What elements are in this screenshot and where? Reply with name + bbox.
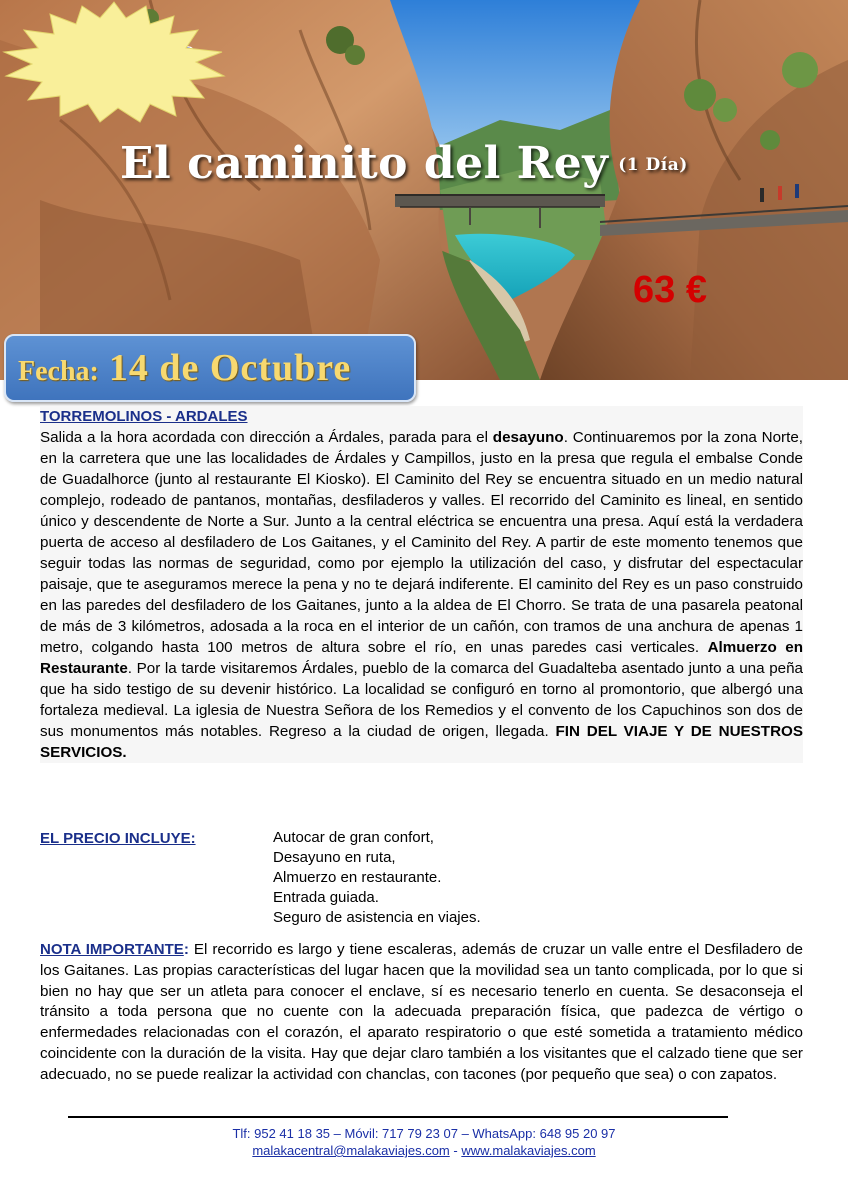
date-label <box>18 346 351 390</box>
note-text: El recorrido es largo y tiene escaleras, además de cruzar un valle entre el Desfiladero de los Gaitanes. Las propias características del lugar hacen que la movilidad sea un tanto complicada, por lo que si bien no hay que ser un atleta para conocer el enclave, sí es necesario tenerlo en cuenta. Se desaconseja el tránsito a toda persona que no cuente con la adecuada preparación física, que padezca de vértigo o enfermedades relacionadas con el corazón, el aparato respiratorio o que esté sometida a tratamiento médico coincidente con la duración de la visita. Hay que dejar claro también a los visitantes que el calzado tiene que ser adecuado, no se puede realizar la actividad con chanclas, con tacones (por pequeño que sea) o con zapatos. <box>40 941 803 1083</box>
list-item: Almuerzo en restaurante. <box>273 869 442 886</box>
footer-separator: - <box>449 1143 462 1158</box>
footer-links <box>0 1142 848 1159</box>
itinerary-section <box>40 406 803 763</box>
trip-duration: (1 Día) <box>618 155 688 175</box>
footer-phones: Tlf: 952 41 18 35 – Móvil: 717 79 23 07 – WhatsApp: 648 95 20 97 <box>232 1126 616 1141</box>
list-item: Desayuno en ruta, <box>273 849 396 866</box>
date-label-prefix: Fecha: <box>18 356 99 387</box>
trip-title <box>120 138 688 189</box>
price-label: 63 € <box>633 269 707 311</box>
email-link[interactable]: malakacentral@malakaviajes.com <box>252 1143 450 1158</box>
price-burst-icon <box>0 0 228 124</box>
note-heading: NOTA IMPORTANTE <box>40 941 184 958</box>
itinerary-text-part: Salida a la hora acordada con dirección a Árdales, parada para el <box>40 429 493 446</box>
footer-divider <box>68 1116 728 1118</box>
breakfast-highlight: desayuno <box>492 429 564 446</box>
end-of-trip-highlight: FIN DEL VIAJE Y DE NUESTROS SERVICIOS. <box>40 723 803 761</box>
itinerary-text-part: . Continuaremos por la zona Norte, en la carretera que une las localidades de Árdales y Campillos, justo en la presa que regula el embalse Conde de Guadalhorce (junto al restaurante El Kiosko). El Caminito del Rey se encuentra situado en un medio natural complejo, rodeado de pantanos, montañas, desfiladeros y valles. El recorrido del Caminito es lineal, en sentido único y descendente de Norte a Sur. Junto a la central eléctrica se encuentra una presa. Aquí está la verdadera puerta de acceso al desfiladero de Los Gaitanes, y el Caminito del Rey. A partir de este momento tenemos que seguir todas las normas de seguridad, como por ejemplo la utilización del caso, y disfrutar del espectacular paisaje, que te aseguramos merece la pena y no te dejará indiferente. El caminito del Rey es un paso construido en las paredes del desfiladero de los Gaitanes, junto a la aldea de El Chorro. Se trata de una pasarela peatonal de más de 3 kilómetros, adosada a la roca en el interior de un cañón, con tramos de una anchura de apenas 1 metro, colgando hasta 100 metros de altura sobre el río, en unas paredes casi verticales. <box>40 429 803 656</box>
includes-heading: EL PRECIO INCLUYE: <box>40 830 196 847</box>
note-colon: : <box>183 941 189 958</box>
trip-title-main: El caminito del Rey <box>120 138 609 189</box>
itinerary-text-part: . Por la tarde visitaremos Árdales, pueblo de la comarca del Guadalteba asentado junto a una peña que ha sido testigo de su devenir histórico. La localidad se configuró en torno al promontorio, que albergó una fortaleza medieval. La iglesia de Nuestra Señora de los Remedios y el convento de los Capuchinos son dos de sus monumentos más notables. Regreso a la ciudad de origen, llegada. <box>40 660 803 740</box>
note-section <box>40 940 803 1086</box>
date-value: 14 de Octubre <box>108 347 352 389</box>
itinerary-text <box>40 427 803 763</box>
list-item: Entrada guiada. <box>273 889 379 906</box>
website-link[interactable]: www.malakaviajes.com <box>461 1143 596 1158</box>
footer <box>0 1125 848 1159</box>
includes-list <box>273 828 481 928</box>
lunch-highlight: Almuerzo en Restaurante <box>40 639 803 677</box>
itinerary-heading: TORREMOLINOS - ARDALES <box>40 408 248 425</box>
hero-image <box>0 0 848 380</box>
list-item: Autocar de gran confort, <box>273 829 434 846</box>
list-item: Seguro de asistencia en viajes. <box>273 909 481 926</box>
